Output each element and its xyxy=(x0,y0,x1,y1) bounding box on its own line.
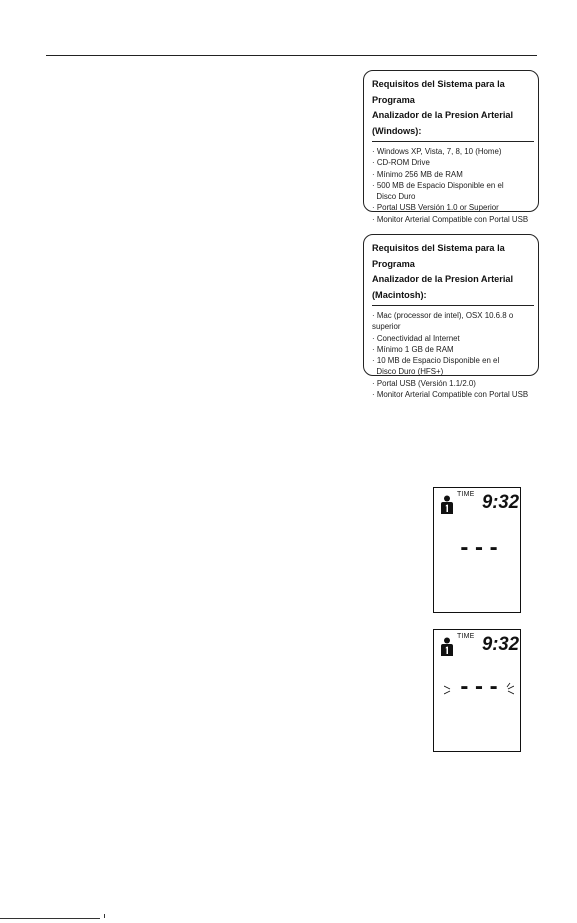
monitor-display-steady xyxy=(433,487,521,613)
title-line: (Macintosh): xyxy=(372,289,427,300)
list-item: · CD-ROM Drive xyxy=(372,158,430,168)
windows-requirements-list xyxy=(372,146,533,225)
title-divider xyxy=(372,305,534,306)
time-value: 9:32 xyxy=(482,634,520,652)
mac-requirements-list xyxy=(372,310,533,400)
list-item: · Mínimo 256 MB de RAM xyxy=(372,169,463,179)
list-item: · Mínimo 1 GB de RAM xyxy=(372,344,454,354)
measurement-dashes-blinking xyxy=(444,680,514,700)
time-digits xyxy=(482,634,520,652)
footer-rule xyxy=(0,918,100,919)
list-item: Disco Duro (HFS+) xyxy=(372,367,444,377)
list-item: · Conectividad al Internet xyxy=(372,333,460,343)
monitor-display-blinking xyxy=(433,629,521,752)
windows-requirements-title xyxy=(372,77,533,139)
list-item: · Portal USB Versión 1.0 or Superior xyxy=(372,203,499,213)
list-item: Disco Duro xyxy=(372,192,416,202)
footer-tick xyxy=(104,914,105,918)
dashes-value: - - - xyxy=(460,541,498,561)
mac-requirements-title xyxy=(372,241,533,303)
list-item: · Portal USB (Versión 1.1/2.0) xyxy=(372,378,476,388)
user-person-icon xyxy=(440,495,454,515)
title-line: Requisitos del Sistema para la Programa xyxy=(372,79,505,105)
list-item: · Windows XP, Vista, 7, 8, 10 (Home) xyxy=(372,147,502,156)
blink-left-icon xyxy=(444,686,450,694)
header-rule xyxy=(46,55,537,56)
list-item: · 10 MB de Espacio Disponible en el xyxy=(372,356,500,366)
title-line: (Windows): xyxy=(372,125,422,136)
title-divider xyxy=(372,141,534,142)
title-line: Analizador de la Presion Arterial xyxy=(372,274,514,284)
windows-requirements-box xyxy=(363,70,539,224)
list-item: · Monitor Arterial Compatible con Portal USB xyxy=(372,214,529,224)
time-label: TIME xyxy=(457,633,475,640)
list-item: · Monitor Arterial Compatible con Portal USB xyxy=(372,390,529,400)
list-item: · 500 MB de Espacio Disponible en el xyxy=(372,180,504,190)
time-label: TIME xyxy=(457,491,475,498)
dashes-value: - - - xyxy=(460,680,498,700)
blink-right-icon xyxy=(507,683,514,694)
title-line: Analizador de la Presion Arterial xyxy=(372,110,514,120)
time-digits xyxy=(482,492,520,510)
user-person-icon xyxy=(440,637,454,657)
mac-requirements-box xyxy=(363,234,539,400)
title-line: Requisitos del Sistema para la Programa xyxy=(372,243,505,269)
time-value: 9:32 xyxy=(482,492,520,510)
measurement-dashes xyxy=(444,541,514,561)
list-item: · Mac (processor de intel), OSX 10.6.8 o superior xyxy=(372,311,516,332)
